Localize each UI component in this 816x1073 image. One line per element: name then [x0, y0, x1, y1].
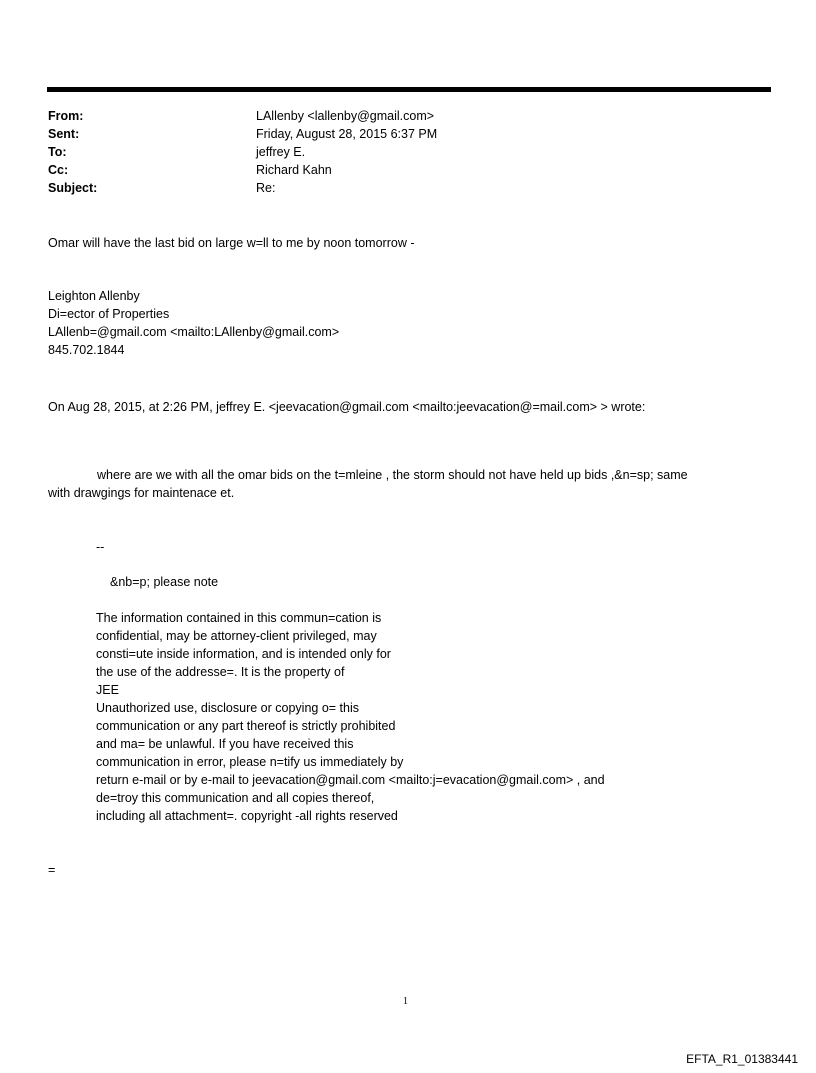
disclaimer-line: Unauthorized use, disclosure or copying o= this: [96, 701, 359, 715]
trailing-equals: =: [48, 863, 56, 877]
disclaimer-line: communication or any part thereof is strictly prohibited: [96, 719, 396, 733]
page-number: 1: [403, 996, 408, 1007]
from-value: LAllenby <lallenby@gmail.com>: [256, 109, 435, 123]
signature-phone: 845.702.1844: [48, 343, 125, 357]
disclaimer-line: de=troy this communication and all copies thereof,: [96, 791, 375, 805]
signature-email: LAllenb=@gmail.com <mailto:LAllenby@gmail.com>: [48, 325, 340, 339]
signature-title: Di=ector of Properties: [48, 307, 170, 321]
disclaimer-line: return e-mail or by e-mail to jeevacation@gmail.com <mailto:j=evacation@gmail.com> , and: [96, 773, 605, 787]
from-label: From:: [48, 109, 84, 123]
disclaimer-line: confidential, may be attorney-client privileged, may: [96, 629, 377, 643]
header-rule: [47, 87, 771, 92]
disclaimer-line: The information contained in this commun=cation is: [96, 611, 382, 625]
subject-label: Subject:: [48, 181, 98, 195]
quoted-message-line-1: where are we with all the omar bids on the t=mleine , the storm should not have held up bids ,&n=sp; same: [97, 468, 688, 482]
to-label: To:: [48, 145, 67, 159]
to-value: jeffrey E.: [256, 145, 306, 159]
bates-number: EFTA_R1_01383441: [686, 1052, 798, 1066]
cc-value: Richard Kahn: [256, 163, 332, 177]
disclaimer-line: and ma= be unlawful. If you have received this: [96, 737, 354, 751]
please-note: &nb=p; please note: [110, 575, 219, 589]
sent-label: Sent:: [48, 127, 80, 141]
disclaimer-line: consti=ute inside information, and is intended only for: [96, 647, 391, 661]
sent-value: Friday, August 28, 2015 6:37 PM: [256, 127, 438, 141]
disclaimer-line: the use of the addresse=. It is the property of: [96, 665, 345, 679]
disclaimer-line: communication in error, please n=tify us immediately by: [96, 755, 404, 769]
quoted-message-line-2: with drawgings for maintenace et.: [48, 486, 235, 500]
quote-header: On Aug 28, 2015, at 2:26 PM, jeffrey E. <jeevacation@gmail.com <mailto:jeevacation@=mail.com> > wrote:: [48, 400, 646, 414]
disclaimer-line: JEE: [96, 683, 119, 697]
subject-value: Re:: [256, 181, 276, 195]
message-text: Omar will have the last bid on large w=ll to me by noon tomorrow -: [48, 236, 415, 250]
signature-dashes: --: [96, 540, 105, 554]
signature-name: Leighton Allenby: [48, 289, 140, 303]
disclaimer-line: including all attachment=. copyright -all rights reserved: [96, 809, 398, 823]
cc-label: Cc:: [48, 163, 69, 177]
